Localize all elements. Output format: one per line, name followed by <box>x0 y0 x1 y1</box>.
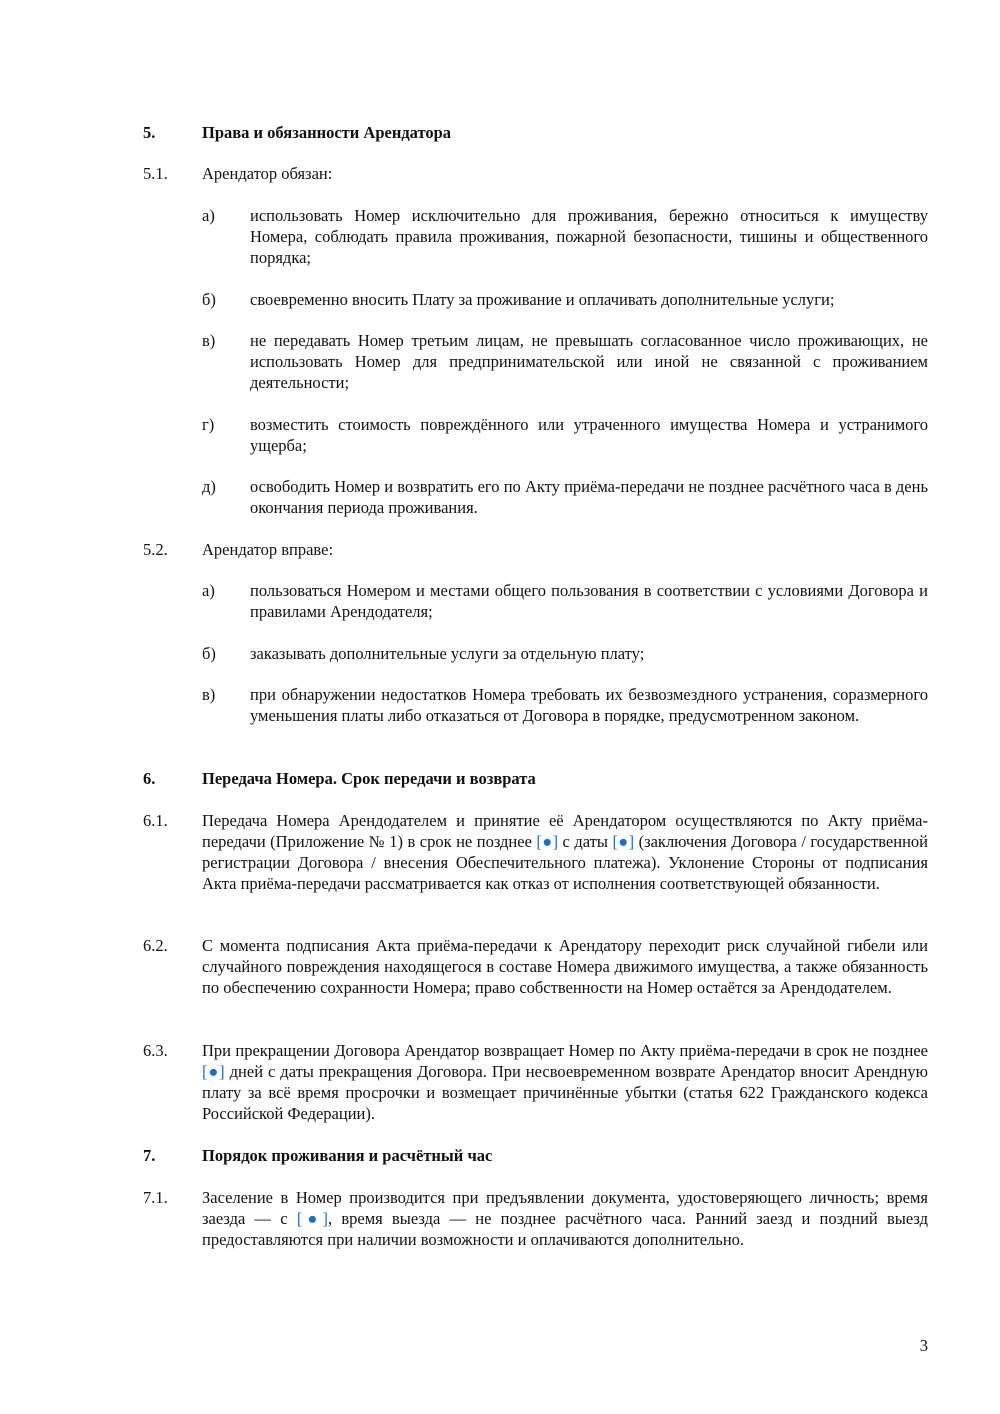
section-title: Порядок проживания и расчётный час <box>202 1146 493 1165</box>
item-text: своевременно вносить Плату за проживание и оплачивать дополнительные услуги; <box>250 290 835 309</box>
list-item-5-2-a <box>202 580 928 622</box>
clause-number: 5.2. <box>143 540 168 559</box>
item-marker: а) <box>202 206 215 225</box>
item-text: использовать Номер исключительно для проживания, бережно относиться к имуществу Номера, соблюдать правила проживания, пожарной безопасности, тишины и общественного порядка; <box>250 206 928 267</box>
placeholder-field: [●] <box>612 832 635 851</box>
clause-text: Арендатор обязан: <box>202 164 333 183</box>
clause-number: 7.1. <box>143 1188 168 1207</box>
placeholder-field: [●] <box>202 1062 225 1081</box>
text-run: Заселение в Номер производится при предъявлении документа, удостоверяющего личность; время заезда — с <box>202 1188 928 1228</box>
item-text: при обнаружении недостатков Номера требовать их безвозмездного устранения, соразмерного уменьшения платы либо отказаться от Договора в порядке, предусмотренном законом. <box>250 685 928 725</box>
item-text: пользоваться Номером и местами общего пользования в соответствии с условиями Договора и правилами Арендодателя; <box>250 581 928 621</box>
list-item-5-1-b <box>202 289 928 310</box>
text-run: с даты <box>558 832 613 851</box>
clause-number: 6.1. <box>143 811 168 830</box>
clause-number: 6.2. <box>143 936 168 955</box>
list-item-5-2-b <box>202 643 928 664</box>
list-item-5-1-g <box>202 414 928 456</box>
page-number: 3 <box>919 1336 928 1355</box>
item-marker: в) <box>202 685 216 704</box>
item-text: заказывать дополнительные услуги за отдельную плату; <box>250 644 645 663</box>
item-marker: в) <box>202 331 216 350</box>
text-run: При прекращении Договора Арендатор возвращает Номер по Акту приёма-передачи в срок не позднее <box>202 1041 928 1060</box>
clause-6-1 <box>143 810 928 894</box>
clause-text <box>202 1040 928 1124</box>
item-text: не передавать Номер третьим лицам, не превышать согласованное число проживающих, не использовать Номер для предпринимательской или иной не связанной с проживанием деятельности; <box>250 331 928 392</box>
clause-7-1 <box>143 1187 928 1250</box>
text-run: Передача Номера Арендодателем и принятие её Арендатором осуществляются по Акту приёма-передачи (Приложение № 1) в срок не позднее <box>202 811 928 851</box>
item-marker: д) <box>202 477 216 496</box>
clause-6-3 <box>143 1040 928 1124</box>
list-item-5-2-v <box>202 684 928 726</box>
clause-5-1 <box>143 163 928 184</box>
section-number: 5. <box>143 123 156 142</box>
section-number: 7. <box>143 1146 156 1165</box>
item-text: освободить Номер и возвратить его по Акту приёма-передачи не позднее расчётного часа в день окончания периода проживания. <box>250 477 928 517</box>
clause-text <box>202 810 928 894</box>
placeholder-field: [●] <box>296 1209 328 1228</box>
text-run: (заключения Договора / государственной регистрации Договора / внесения Обеспечительного платежа). Уклонение Стороны от подписания Акта приёма-передачи рассматривается как отказ от исполнения соответствующей обязанности. <box>202 832 928 893</box>
placeholder-field: [●] <box>536 832 559 851</box>
clause-text <box>202 1187 928 1250</box>
section-number: 6. <box>143 769 156 788</box>
item-marker: г) <box>202 415 215 434</box>
clause-text: Арендатор вправе: <box>202 540 334 559</box>
list-item-5-1-a <box>202 205 928 268</box>
clause-text: С момента подписания Акта приёма-передачи к Арендатору переходит риск случайной гибели или случайного повреждения находящегося в составе Номера движимого имущества, а также обязанность по обеспечению сохранности Номера; право собственности на Номер остаётся за Арендодателем. <box>202 936 928 997</box>
section-title: Передача Номера. Срок передачи и возврата <box>202 769 536 788</box>
section-title: Права и обязанности Арендатора <box>202 123 452 142</box>
clause-number: 6.3. <box>143 1041 168 1060</box>
item-marker: б) <box>202 290 216 309</box>
item-marker: б) <box>202 644 216 663</box>
list-item-5-1-d <box>202 476 928 518</box>
text-run: дней с даты прекращения Договора. При несвоевременном возврате Арендатор вносит Арендную плату за всё время просрочки и возмещает причинённые убытки (статья 622 Гражданского кодекса Российской Федерации). <box>202 1062 928 1123</box>
clause-5-2 <box>143 539 928 560</box>
item-text: возместить стоимость повреждённого или утраченного имущества Номера и устранимого ущерба; <box>250 415 928 455</box>
clause-number: 5.1. <box>143 164 168 183</box>
clause-6-2 <box>143 935 928 998</box>
text-run: , время выезда — не позднее расчётного часа. Ранний заезд и поздний выезд предоставляются при наличии возможности и оплачиваются дополнительно. <box>202 1209 928 1249</box>
list-item-5-1-v <box>202 330 928 393</box>
item-marker: а) <box>202 581 215 600</box>
